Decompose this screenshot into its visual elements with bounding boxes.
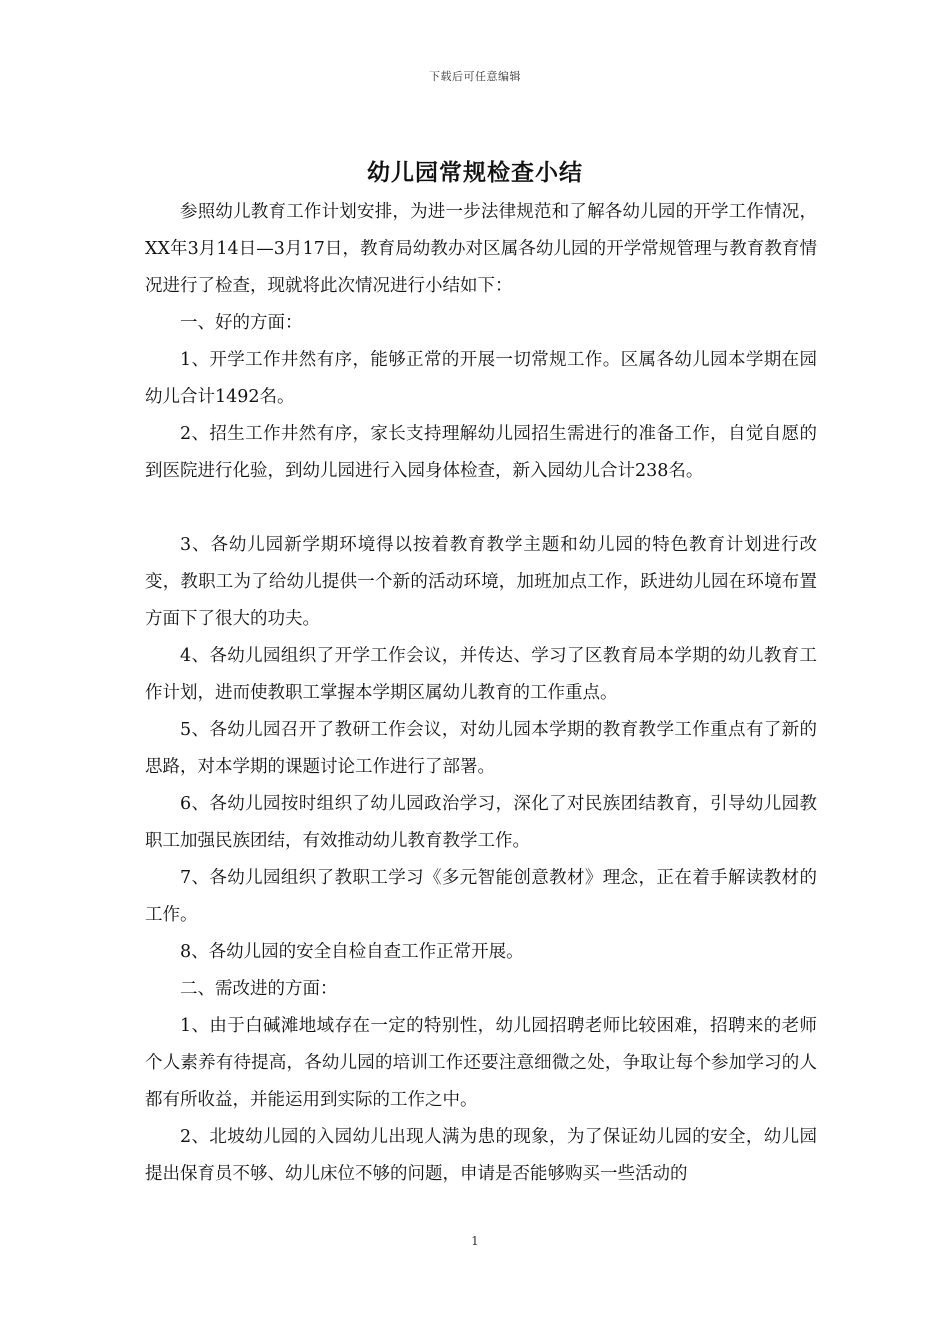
paragraph-good-8: 8、各幼儿园的安全自检自查工作正常开展。 — [180, 942, 524, 962]
document-body — [145, 194, 817, 1193]
paragraph-good-1: 1、开学工作井然有序，能够正常的开展一切常规工作。区属各幼儿园本学期在园幼儿合计1492名。 — [145, 350, 817, 407]
document-title: 幼儿园常规检查小结 — [367, 159, 583, 186]
paragraph-improve-2: 2、北坡幼儿园的入园幼儿出现人满为患的现象，为了保证幼儿园的安全，幼儿园提出保育员不够、幼儿床位不够的问题，申请是否能够购买一些活动的 — [145, 1127, 817, 1184]
paragraph-good-3: 3、各幼儿园新学期环境得以按着教育教学主题和幼儿园的特色教育计划进行改变，教职工为了给幼儿提供一个新的活动环境，加班加点工作，跃进幼儿园在环境布置方面下了很大的功夫。 — [145, 535, 817, 629]
section-heading-good: 一、好的方面： — [180, 313, 303, 333]
header-note: 下载后可任意编辑 — [429, 70, 521, 83]
paragraph-improve-1: 1、由于白碱滩地域存在一定的特别性，幼儿园招聘老师比较困难，招聘来的老师个人素养有待提高，各幼儿园的培训工作还要注意细微之处，争取让每个参加学习的人都有所收益，并能运用到实际的工作之中。 — [145, 1016, 817, 1110]
paragraph-intro: 参照幼儿教育工作计划安排，为进一步法律规范和了解各幼儿园的开学工作情况，XX年3月14日—3月17日，教育局幼教办对区属各幼儿园的开学常规管理与教育教育情况进行了检查，现就将此次情况进行小结如下： — [145, 202, 817, 296]
section-heading-improve: 二、需改进的方面： — [180, 979, 338, 999]
paragraph-good-2: 2、招生工作井然有序，家长支持理解幼儿园招生需进行的准备工作，自觉自愿的到医院进行化验，到幼儿园进行入园身体检查，新入园幼儿合计238名。 — [145, 424, 817, 481]
paragraph-good-6: 6、各幼儿园按时组织了幼儿园政治学习，深化了对民族团结教育，引导幼儿园教职工加强民族团结，有效推动幼儿教育教学工作。 — [145, 794, 817, 851]
paragraph-good-5: 5、各幼儿园召开了教研工作会议，对幼儿园本学期的教育教学工作重点有了新的思路，对本学期的课题讨论工作进行了部署。 — [145, 720, 817, 777]
page-number: 1 — [471, 1234, 479, 1248]
paragraph-good-7: 7、各幼儿园组织了教职工学习《多元智能创意教材》理念，正在着手解读教材的工作。 — [145, 868, 817, 925]
paragraph-good-4: 4、各幼儿园组织了开学工作会议，并传达、学习了区教育局本学期的幼儿教育工作计划，进而使教职工掌握本学期区属幼儿教育的工作重点。 — [145, 646, 817, 703]
